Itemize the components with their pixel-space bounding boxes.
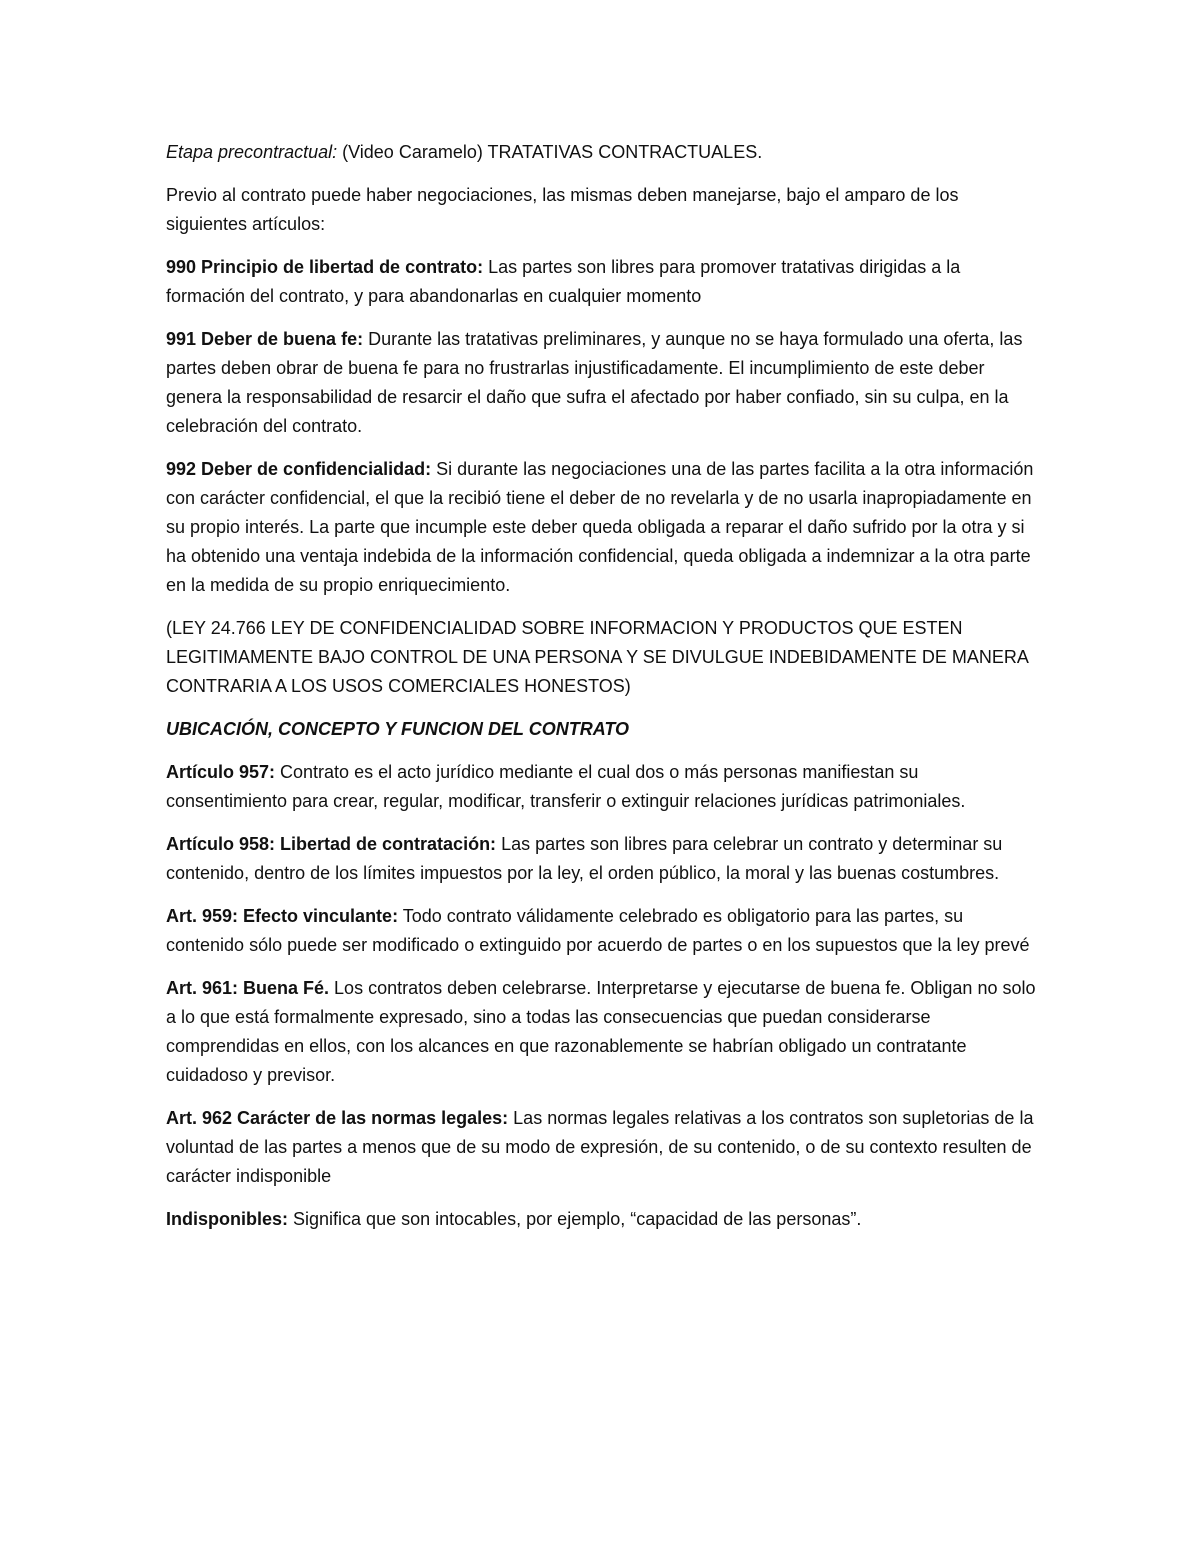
paragraph-etapa-precontractual bbox=[166, 138, 1036, 167]
art-992-heading: 992 Deber de confidencialidad: bbox=[166, 459, 432, 479]
indisponibles-heading: Indisponibles: bbox=[166, 1209, 289, 1229]
section-heading-ubicacion: UBICACIÓN, CONCEPTO Y FUNCION DEL CONTRATO bbox=[166, 719, 630, 739]
art-961-body: Los contratos deben celebrarse. Interpretarse y ejecutarse de buena fe. Obligan no solo a lo que está formalmente expresado, sino a todas las consecuencias que puedan considerarse comprendidas en ellos, con los alcances en que razonablemente se habrían obligado un contratante cuidadoso y previsor. bbox=[166, 978, 1036, 1085]
paragraph-art-959 bbox=[166, 902, 1036, 960]
paragraph-art-958 bbox=[166, 830, 1036, 888]
paragraph-ley-24766: (LEY 24.766 LEY DE CONFIDENCIALIDAD SOBRE INFORMACION Y PRODUCTOS QUE ESTEN LEGITIMAMENTE BAJO CONTROL DE UNA PERSONA Y SE DIVULGUE INDEBIDAMENTE DE MANERA CONTRARIA A LOS USOS COMERCIALES HONESTOS) bbox=[166, 618, 1028, 696]
document-page bbox=[166, 138, 1036, 1248]
art-959-heading: Art. 959: Efecto vinculante: bbox=[166, 906, 399, 926]
paragraph-previo-al-contrato: Previo al contrato puede haber negociaciones, las mismas deben manejarse, bajo el amparo de los siguientes artículos: bbox=[166, 185, 959, 234]
art-958-body: Las partes son libres para celebrar un contrato y determinar su contenido, dentro de los límites impuestos por la ley, el orden público, la moral y las buenas costumbres. bbox=[166, 834, 1003, 883]
etapa-precontractual-heading: Etapa precontractual: bbox=[166, 142, 338, 162]
paragraph-art-957 bbox=[166, 758, 1036, 816]
art-991-body: Durante las tratativas preliminares, y aunque no se haya formulado una oferta, las partes deben obrar de buena fe para no frustrarlas injustificadamente. El incumplimiento de este deber genera la responsabilidad de resarcir el daño que sufra el afectado por haber confiado, sin su culpa, en la celebración del contrato. bbox=[166, 329, 1023, 436]
art-959-body: Todo contrato válidamente celebrado es obligatorio para las partes, su contenido sólo puede ser modificado o extinguido por acuerdo de partes o en los supuestos que la ley prevé bbox=[166, 906, 1030, 955]
art-991-heading: 991 Deber de buena fe: bbox=[166, 329, 364, 349]
art-990-body: Las partes son libres para promover tratativas dirigidas a la formación del contrato, y para abandonarlas en cualquier momento bbox=[166, 257, 961, 306]
art-961-heading: Art. 961: Buena Fé. bbox=[166, 978, 330, 998]
art-992-body: Si durante las negociaciones una de las partes facilita a la otra información con carácter confidencial, el que la recibió tiene el deber de no revelarla y de no usarla inapropiadamente en su propio interés. La parte que incumple este deber queda obligada a reparar el daño sufrido por la otra y si ha obtenido una ventaja indebida de la información confidencial, queda obligada a indemnizar a la otra parte en la medida de su propio enriquecimiento. bbox=[166, 459, 1034, 595]
art-958-heading: Artículo 958: Libertad de contratación: bbox=[166, 834, 497, 854]
paragraph-art-962 bbox=[166, 1104, 1036, 1191]
paragraph-art-991 bbox=[166, 325, 1036, 441]
indisponibles-body: Significa que son intocables, por ejemplo, “capacidad de las personas”. bbox=[288, 1209, 862, 1229]
paragraph-indisponibles bbox=[166, 1205, 1036, 1234]
art-957-heading: Artículo 957: bbox=[166, 762, 276, 782]
etapa-precontractual-title: (Video Caramelo) TRATATIVAS CONTRACTUALES. bbox=[337, 142, 763, 162]
art-990-heading: 990 Principio de libertad de contrato: bbox=[166, 257, 484, 277]
art-962-heading: Art. 962 Carácter de las normas legales: bbox=[166, 1108, 509, 1128]
paragraph-art-990 bbox=[166, 253, 1036, 311]
art-962-body: Las normas legales relativas a los contratos son supletorias de la voluntad de las partes a menos que de su modo de expresión, de su contenido, o de su contexto resulten de carácter indisponible bbox=[166, 1108, 1034, 1186]
paragraph-art-961 bbox=[166, 974, 1036, 1090]
paragraph-art-992 bbox=[166, 455, 1036, 600]
art-957-body: Contrato es el acto jurídico mediante el cual dos o más personas manifiestan su consentimiento para crear, regular, modificar, transferir o extinguir relaciones jurídicas patrimoniales. bbox=[166, 762, 966, 811]
